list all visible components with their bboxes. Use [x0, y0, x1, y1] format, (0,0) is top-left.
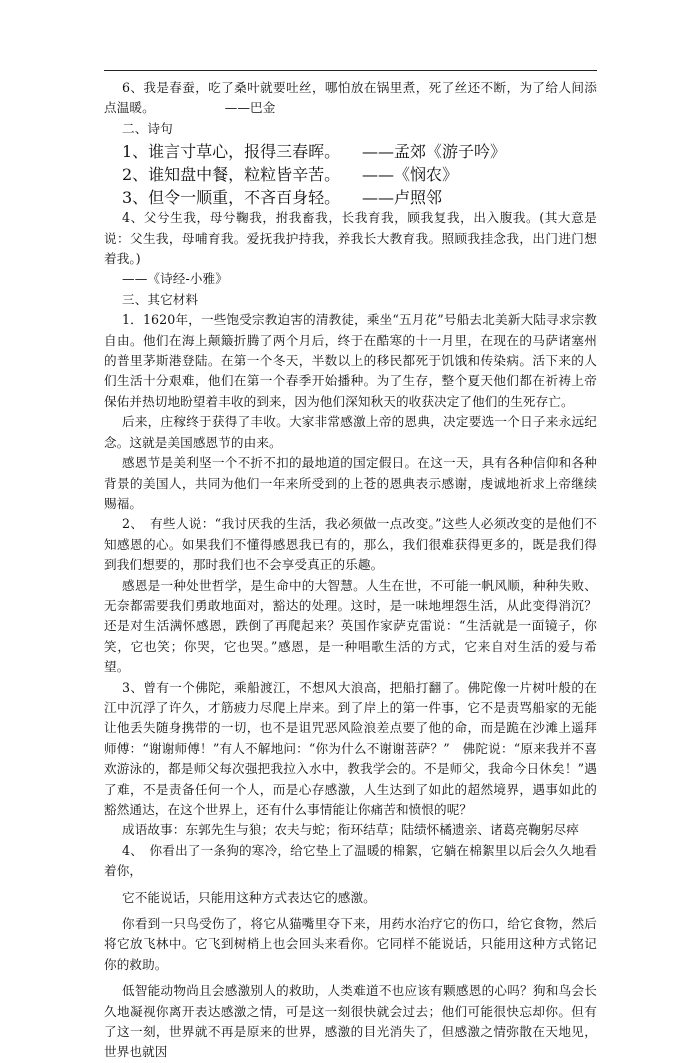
poem-text: 3、但令一顺重，不吝百身轻。 [122, 188, 341, 208]
material-4-paragraph: 它不能说话，只能用这种方式表达它的感激。 [122, 889, 376, 905]
poem-text: 1、谁言寸草心，报得三春晖。 [122, 142, 341, 162]
header-rule [104, 70, 597, 71]
material-3-paragraph: 3、曾有一个佛陀，乘船渡江，不想风大浪高，把船打翻了。佛陀像一片树叶般的在江中沉浮了许久，才筋疲力尽爬上岸来。到了岸上的第一件事，它不是责骂船家的无能让他丢失随身携带的一切，也不是诅咒恶风险浪差点要了他的命，而是跪在沙滩上遥拜师傅：“谢谢师傅！”有人不解地问：“你为什么不谢谢菩萨？” 佛陀说：“原来我并不喜欢游泳的，都是师父每次强把我拉入水中，教我学会的。不是师父，我命今日休矣！”遇了难，不是责备任何一个人，而是心存感激，人生达到了如此的超然境界，遇事如此的豁然通达，在这个世界上，还有什么事情能让你痛苦和愤恨的呢？ [104, 679, 597, 817]
material-4-paragraph: 低智能动物尚且会感激别人的救助，人类难道不也应该有颗感恩的心吗？狗和鸟会长久地凝视你离开表达感激之情，可是这一刻很快就会过去；他们可能很快忘却你。但有了这一刻，世界就不再是原来的世界，感激的目光消失了，但感激之情弥散在天地见，世界也就因 [104, 983, 597, 1060]
quote-bajin: 6、我是春蚕，吃了桑叶就要吐丝，哪怕放在锅里煮，死了丝还不断，为了给人间添点温暖。 ——巴金 [104, 80, 597, 116]
material-4-paragraph: 你看到一只鸟受伤了，将它从猫嘴里夺下来，用药水治疗它的伤口，给它食物，然后将它放飞林中。它飞到树梢上也会回头来看你。它同样不能说话，只能用这种方式铭记你的救助。 [104, 916, 597, 972]
poem-shijing-source: ——《诗经-小雅》 [122, 271, 228, 287]
poem-shijing: 4、父兮生我，母兮鞠我，拊我畜我，长我育我，顾我复我，出入腹我。(其大意是说：父生我，母哺育我。爱抚我护持我，养我长大教育我。照顾我挂念我，出门进门想着我。) [104, 210, 597, 267]
poem-line [104, 139, 597, 162]
poem-line [104, 162, 597, 185]
section-heading-materials: 三、其它材料 [122, 291, 199, 307]
poem-line [104, 185, 597, 208]
material-1-paragraph: 感恩节是美利坚一个不折不扣的最地道的国定假日。在这一天，具有各种信仰和各种背景的美国人，共同为他们一年来所受到的上苍的恩典表示感谢，虔诚地祈求上帝继续赐福。 [104, 455, 597, 511]
idiom-stories: 成语故事：东郭先生与狼；农夫与蛇；衔环结草；陆绩怀橘遗亲、诸葛亮鞠躬尽瘁 [122, 822, 579, 838]
section-heading-poems: 二、诗句 [122, 120, 173, 136]
material-1-paragraph: 后来，庄稼终于获得了丰收。大家非常感激上帝的恩典，决定要选一个日子来永远纪念。这就是美国感恩节的由来。 [104, 414, 597, 450]
material-2-paragraph: 感恩是一种处世哲学，是生命中的大智慧。人生在世，不可能一帆风顺，种种失败、无奈都需要我们勇敢地面对，豁达的处理。这时，是一味地埋怨生活，从此变得消沉？还是对生活满怀感恩，跌倒了再爬起来？英国作家萨克雷说：“生活就是一面镜子，你笑，它也笑；你哭，它也哭。”感恩，是一种唱歌生活的方式，它来自对生活的爱与希望。 [104, 577, 597, 675]
material-4-paragraph: 4、 你看出了一条狗的寒冷，给它垫上了温暖的棉絮，它躺在棉絮里以后会久久地看着你， [104, 842, 597, 879]
material-1-paragraph: 1．1620年，一些饱受宗教迫害的清教徒，乘坐“五月花”号船去北美新大陆寻求宗教自由。他们在海上颠簸折腾了两个月后，终于在酷寒的十一月里，在现在的马萨诸塞州的普里茅斯港登陆。在第一个冬天，半数以上的移民都死于饥饿和传染病。活下来的人们生活十分艰难，他们在第一个春季开始播种。为了生存，整个夏天他们都在祈祷上帝保佑并热切地盼望着丰收的到来，因为他们深知秋天的收获决定了他们的生死存亡。 [104, 312, 597, 409]
poem-source: ——《悯农》 [362, 165, 459, 185]
material-2-paragraph: 2、 有些人说：“我讨厌我的生活，我必须做一点改变。”这些人必须改变的是他们不知感恩的心。如果我们不懂得感恩我已有的，那么，我们很难获得更多的，既是我们得到我们想要的，那时我们也不会享受真正的乐趣。 [104, 516, 597, 573]
document-body [104, 78, 597, 1063]
poem-source: ——卢照邻 [362, 188, 443, 208]
poem-text: 2、谁知盘中餐，粒粒皆辛苦。 [122, 165, 341, 185]
poem-source: ——孟郊《游子吟》 [362, 142, 507, 162]
